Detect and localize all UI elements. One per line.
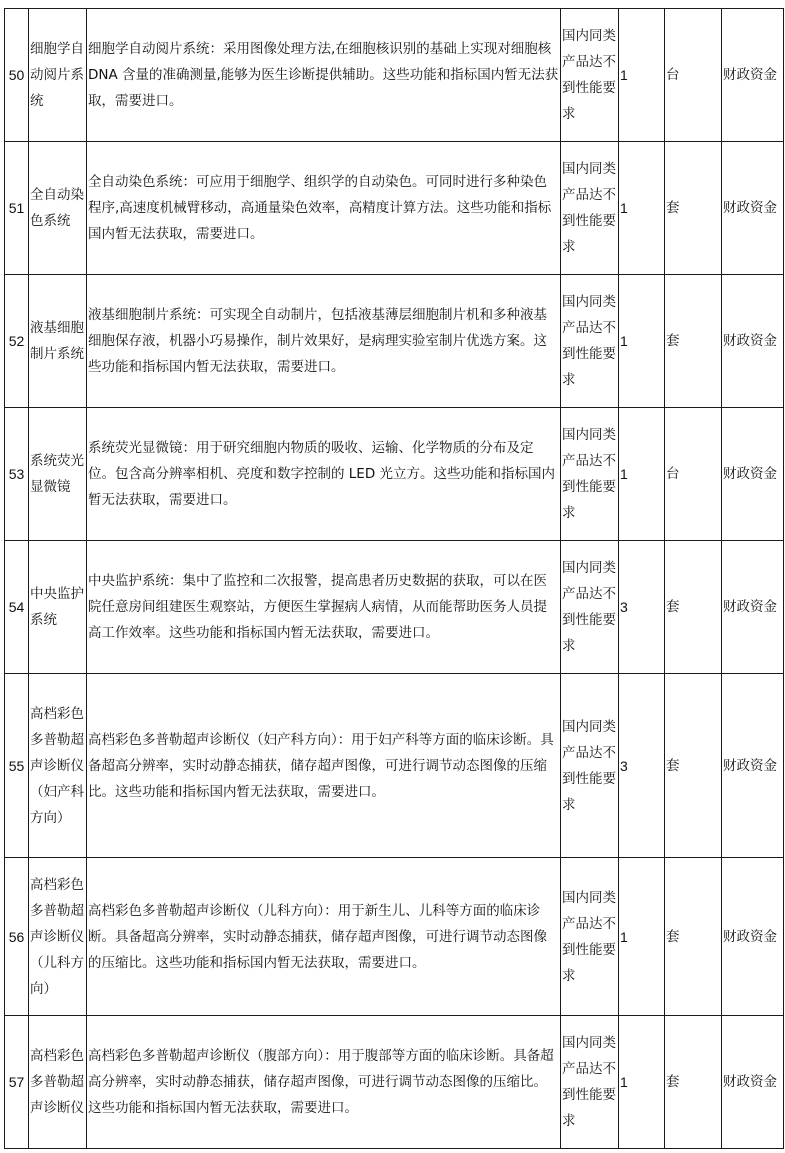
- equipment-name: 全自动染色系统: [29, 142, 87, 275]
- quantity: 1: [619, 9, 665, 142]
- row-number: 57: [5, 1016, 29, 1149]
- equipment-description: 液基细胞制片系统：可实现全自动制片，包括液基薄层细胞制片机和多种液基细胞保存液，机器小巧易操作，制片效果好，是病理实验室制片优选方案。这些功能和指标国内暂无法获取，需要进口。: [87, 275, 561, 408]
- unit: 套: [665, 858, 722, 1016]
- quantity: 1: [619, 408, 665, 541]
- funding-source: 财政资金: [722, 275, 784, 408]
- domestic-status: 国内同类产品达不到性能要求: [561, 674, 619, 858]
- funding-source: 财政资金: [722, 9, 784, 142]
- row-number: 53: [5, 408, 29, 541]
- procurement-table: [4, 8, 784, 1149]
- unit: 套: [665, 674, 722, 858]
- quantity: 1: [619, 142, 665, 275]
- table-row: [5, 674, 784, 858]
- equipment-name: 中央监护系统: [29, 541, 87, 674]
- row-number: 56: [5, 858, 29, 1016]
- equipment-description: 细胞学自动阅片系统：采用图像处理方法,在细胞核识别的基础上实现对细胞核 DNA 含量的准确测量,能够为医生诊断提供辅助。这些功能和指标国内暂无法获取，需要进口。: [87, 9, 561, 142]
- row-number: 51: [5, 142, 29, 275]
- domestic-status: 国内同类产品达不到性能要求: [561, 275, 619, 408]
- domestic-status: 国内同类产品达不到性能要求: [561, 541, 619, 674]
- equipment-description: 高档彩色多普勒超声诊断仪（儿科方向）：用于新生儿、儿科等方面的临床诊断。具备超高分辨率，实时动静态捕获，储存超声图像，可进行调节动态图像的压缩比。这些功能和指标国内暂无法获取，需要进口。: [87, 858, 561, 1016]
- table-row: [5, 142, 784, 275]
- equipment-name: 高档彩色多普勒超声诊断仪: [29, 1016, 87, 1149]
- domestic-status: 国内同类产品达不到性能要求: [561, 408, 619, 541]
- equipment-name: 细胞学自动阅片系统: [29, 9, 87, 142]
- quantity: 3: [619, 674, 665, 858]
- table-row: [5, 275, 784, 408]
- equipment-name: 高档彩色多普勒超声诊断仪（儿科方向）: [29, 858, 87, 1016]
- funding-source: 财政资金: [722, 674, 784, 858]
- unit: 套: [665, 1016, 722, 1149]
- equipment-description: 高档彩色多普勒超声诊断仪（妇产科方向）：用于妇产科等方面的临床诊断。具备超高分辨率，实时动静态捕获，储存超声图像，可进行调节动态图像的压缩比。这些功能和指标国内暂无法获取，需要进口。: [87, 674, 561, 858]
- table-row: [5, 408, 784, 541]
- table-row: [5, 9, 784, 142]
- domestic-status: 国内同类产品达不到性能要求: [561, 858, 619, 1016]
- table-row: [5, 1016, 784, 1149]
- row-number: 50: [5, 9, 29, 142]
- funding-source: 财政资金: [722, 858, 784, 1016]
- funding-source: 财政资金: [722, 1016, 784, 1149]
- unit: 台: [665, 408, 722, 541]
- domestic-status: 国内同类产品达不到性能要求: [561, 1016, 619, 1149]
- equipment-name: 高档彩色多普勒超声诊断仪（妇产科方向）: [29, 674, 87, 858]
- domestic-status: 国内同类产品达不到性能要求: [561, 142, 619, 275]
- quantity: 1: [619, 858, 665, 1016]
- table-row: [5, 858, 784, 1016]
- domestic-status: 国内同类产品达不到性能要求: [561, 9, 619, 142]
- quantity: 3: [619, 541, 665, 674]
- row-number: 52: [5, 275, 29, 408]
- quantity: 1: [619, 275, 665, 408]
- row-number: 55: [5, 674, 29, 858]
- equipment-name: 液基细胞制片系统: [29, 275, 87, 408]
- quantity: 1: [619, 1016, 665, 1149]
- equipment-description: 系统荧光显微镜：用于研究细胞内物质的吸收、运输、化学物质的分布及定位。包含高分辨率相机、亮度和数字控制的 LED 光立方。这些功能和指标国内暂无法获取，需要进口。: [87, 408, 561, 541]
- funding-source: 财政资金: [722, 541, 784, 674]
- unit: 台: [665, 9, 722, 142]
- equipment-description: 中央监护系统：集中了监控和二次报警，提高患者历史数据的获取，可以在医院任意房间组建医生观察站，方便医生掌握病人病情，从而能帮助医务人员提高工作效率。这些功能和指标国内暂无法获取，需要进口。: [87, 541, 561, 674]
- funding-source: 财政资金: [722, 142, 784, 275]
- equipment-description: 高档彩色多普勒超声诊断仪（腹部方向）：用于腹部等方面的临床诊断。具备超高分辨率，实时动静态捕获，储存超声图像，可进行调节动态图像的压缩比。这些功能和指标国内暂无法获取，需要进口。: [87, 1016, 561, 1149]
- equipment-name: 系统荧光显微镜: [29, 408, 87, 541]
- table-row: [5, 541, 784, 674]
- unit: 套: [665, 541, 722, 674]
- funding-source: 财政资金: [722, 408, 784, 541]
- unit: 套: [665, 275, 722, 408]
- row-number: 54: [5, 541, 29, 674]
- equipment-description: 全自动染色系统：可应用于细胞学、组织学的自动染色。可同时进行多种染色程序,高速度机械臂移动，高通量染色效率，高精度计算方法。这些功能和指标国内暂无法获取，需要进口。: [87, 142, 561, 275]
- unit: 套: [665, 142, 722, 275]
